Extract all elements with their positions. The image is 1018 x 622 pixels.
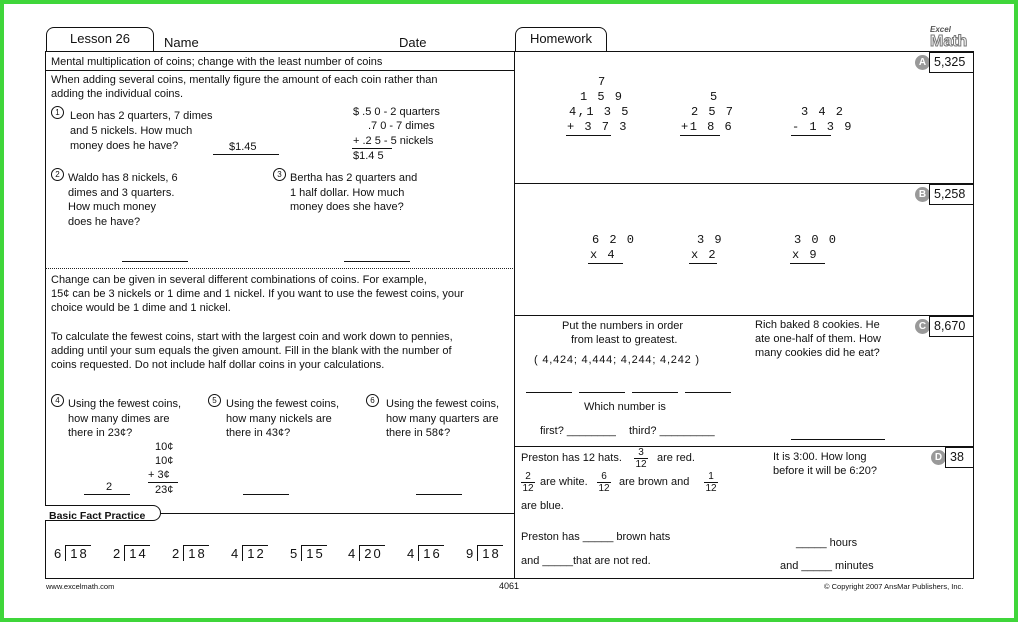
d-frac-3: $\frac{6}{12}$: [598, 471, 610, 494]
problem-3-blank: [344, 261, 410, 262]
c-order-nums: ( 4,424; 4,444; 4,244; 4,242 ): [534, 354, 700, 366]
footer-site: www.excelmath.com: [46, 582, 115, 591]
b-m3-2: x 9: [792, 248, 819, 262]
problem-1-line-1: Leon has 2 quarters, 7 dimes: [70, 110, 213, 122]
a-add1-2: 1 5 9: [580, 90, 624, 104]
d-hats-2b: are brown and: [619, 476, 690, 488]
badge-a: A: [915, 55, 930, 70]
problem-6-line-1: Using the fewest coins,: [386, 398, 500, 410]
c-blank-3: [632, 392, 678, 393]
problem-6-blank: [416, 494, 462, 495]
badge-d: D: [931, 450, 946, 465]
problem-2-number: 2: [51, 168, 64, 181]
problem-3-line-1: Bertha has 2 quarters and: [290, 172, 418, 184]
fact-6: 4 20: [348, 546, 383, 561]
c-which: Which number is: [584, 401, 666, 413]
b-m3-1: 3 0 0: [794, 233, 838, 247]
name-label: Name: [164, 35, 199, 50]
problem-6-line-3: there in 58¢?: [386, 427, 451, 439]
problem-4-line-3: there in 23¢?: [68, 427, 133, 439]
a-add1-4: + 3 7 3: [567, 120, 628, 134]
problem-3-number: 3: [273, 168, 286, 181]
c-cookie-blank: [791, 439, 885, 440]
change-line-1: Change can be given in several different combinations of coins. For example,: [51, 274, 427, 286]
badge-b: B: [915, 187, 930, 202]
answer-a: 5,325: [929, 52, 974, 73]
date-label: Date: [399, 35, 427, 50]
problem-4-answer: 2: [106, 481, 113, 493]
objective: Mental multiplication of coins; change with the least number of coins: [51, 56, 383, 68]
b-m1-2: x 4: [590, 248, 617, 262]
problem-6-line-2: how many quarters are: [386, 413, 499, 425]
d-brown: Preston has _____ brown hats: [521, 531, 671, 543]
problem-2-line-1: Waldo has 8 nickels, 6: [68, 172, 178, 184]
problem-2-line-2: dimes and 3 quarters.: [68, 187, 175, 199]
fact-2: 2 14: [113, 546, 148, 561]
objective-rule: [45, 70, 515, 71]
d-minutes: and _____ minutes: [780, 560, 874, 572]
c-third: third? _________: [629, 425, 715, 437]
b-m1-1: 6 2 0: [592, 233, 636, 247]
intro-line-2: adding the individual coins.: [51, 88, 184, 100]
problem-1-work-3: + .2 5 - 5 nickels: [353, 135, 434, 147]
footer-copyright: © Copyright 2007 AnsMar Publishers, Inc.: [824, 582, 964, 591]
d-time-2: before it will be 6:20?: [773, 465, 877, 477]
b-c-divider: [515, 315, 973, 316]
c-d-divider: [515, 446, 973, 447]
left-top-rule: [45, 51, 515, 52]
a-add2-2: 2 5 7: [691, 105, 735, 119]
c-cookie-1: Rich baked 8 cookies. He: [755, 319, 880, 331]
c-blank-4: [685, 392, 731, 393]
problem-1-answer: $1.45: [229, 141, 257, 153]
problem-4-line-1: Using the fewest coins,: [68, 398, 182, 410]
c-cookie-3: many cookies did he eat?: [755, 347, 880, 359]
intro-line-1: When adding several coins, mentally figure the amount of each coin rather than: [51, 74, 438, 86]
problem-4-line-2: how many dimes are: [68, 413, 170, 425]
problem-3-line-2: 1 half dollar. How much: [290, 187, 405, 199]
d-frac-1: $\frac{3}{12}$: [635, 447, 647, 470]
problem-4-work-1: 10¢: [155, 441, 174, 453]
d-frac-4: $\frac{1}{12}$: [705, 471, 717, 494]
tab-homework: Homework: [515, 27, 607, 55]
d-hats-1b: are red.: [657, 452, 695, 464]
problem-5-blank: [243, 494, 289, 495]
calc-line-1: To calculate the fewest coins, start with the largest coin and work down to pennies,: [51, 331, 453, 343]
a-sub-2: - 1 3 9: [792, 120, 853, 134]
d-time-1: It is 3:00. How long: [773, 451, 867, 463]
change-line-2: 15¢ can be 3 nickels or 1 dime and 1 nickel. If you want to use the fewest coins, your: [51, 288, 464, 300]
badge-c: C: [915, 319, 930, 334]
problem-1-line-2: and 5 nickels. How much: [70, 125, 193, 137]
d-notred: and _____that are not red.: [521, 555, 651, 567]
problem-3-line-3: money does she have?: [290, 201, 404, 213]
problem-4-number: 4: [51, 394, 64, 407]
a-b-divider: [515, 183, 973, 184]
c-order-2: from least to greatest.: [571, 334, 678, 346]
problem-5-line-3: there in 43¢?: [226, 427, 291, 439]
bfp-label-box: [45, 505, 161, 521]
a-add1-rule: [566, 135, 611, 136]
problem-1-work-4: $1.4 5: [353, 150, 384, 162]
problem-4-work-4: 23¢: [155, 484, 174, 496]
bfp-label: Basic Fact Practice: [49, 510, 146, 522]
a-add1-1: 7: [598, 75, 607, 89]
problem-2-line-4: does he have?: [68, 216, 141, 228]
d-hats-1: Preston has 12 hats.: [521, 452, 622, 464]
problem-1-line-3: money does he have?: [70, 140, 179, 152]
c-order-1: Put the numbers in order: [562, 320, 684, 332]
fact-5: 5 15: [290, 546, 325, 561]
d-hats-2: are white.: [540, 476, 588, 488]
problem-2-blank: [122, 261, 188, 262]
answer-c: 8,670: [929, 316, 974, 337]
b-m2-1: 3 9: [697, 233, 724, 247]
a-sub-rule: [791, 135, 831, 136]
b-m3-rule: [790, 263, 825, 264]
problem-5-number: 5: [208, 394, 221, 407]
d-frac-2: $\frac{2}{12}$: [522, 471, 534, 494]
problem-6-number: 6: [366, 394, 379, 407]
fact-7: 4 16: [407, 546, 442, 561]
answer-b: 5,258: [929, 184, 974, 205]
c-cookie-2: ate one-half of them. How: [755, 333, 881, 345]
c-blank-1: [526, 392, 572, 393]
calc-line-3: coins requested. Do not include half dollar coins in your calculations.: [51, 359, 385, 371]
problem-1-work-2: .7 0 - 7 dimes: [368, 120, 435, 132]
fact-1: 6 18: [54, 546, 89, 561]
a-add2-3: +1 8 6: [681, 120, 734, 134]
tab-lesson: Lesson 26: [46, 27, 154, 55]
problem-4-work-2: 10¢: [155, 455, 174, 467]
a-add2-1: 5: [710, 90, 719, 104]
brand-logo: Excel Math: [930, 25, 968, 50]
problem-4-work-3: + 3¢: [148, 469, 170, 481]
a-add1-3: 4,1 3 5: [569, 105, 630, 119]
c-first: first? ________: [540, 425, 616, 437]
d-hats-3: are blue.: [521, 500, 564, 512]
calc-line-2: adding until your sum equals the given amount. Fill in the blank with the number of: [51, 345, 452, 357]
b-m2-2: x 2: [691, 248, 718, 262]
problem-5-line-2: how many nickels are: [226, 413, 332, 425]
problem-1-work-1: $ .5 0 - 2 quarters: [353, 106, 440, 118]
a-sub-1: 3 4 2: [801, 105, 845, 119]
answer-d: 38: [945, 447, 974, 468]
fact-3: 2 18: [172, 546, 207, 561]
fact-4: 4 12: [231, 546, 266, 561]
problem-1-number: 1: [51, 106, 64, 119]
section-divider: [45, 268, 515, 269]
problem-5-line-1: Using the fewest coins,: [226, 398, 340, 410]
a-add2-rule: [680, 135, 720, 136]
b-m1-rule: [588, 263, 623, 264]
problem-2-line-3: How much money: [68, 201, 157, 213]
fact-8: 9 18: [466, 546, 501, 561]
c-blank-2: [579, 392, 625, 393]
problem-1-blank: [213, 154, 279, 155]
change-line-3: choice would be 1 dime and 1 nickel.: [51, 302, 231, 314]
b-m2-rule: [689, 263, 717, 264]
problem-4-blank: [84, 494, 130, 495]
d-hours: _____ hours: [796, 537, 858, 549]
footer-code: 4061: [499, 581, 520, 591]
